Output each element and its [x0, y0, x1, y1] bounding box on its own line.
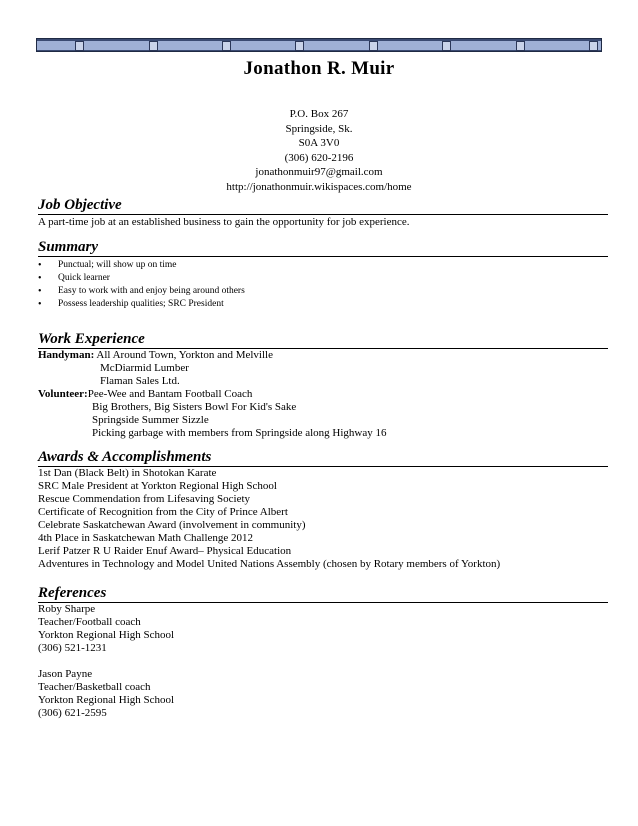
band-square: [589, 41, 598, 51]
awards-section: [38, 448, 608, 571]
resume-name: Jonathon R. Muir: [243, 58, 395, 79]
work-experience-section: [38, 330, 608, 440]
volunteer-job: Springside Summer Sizzle: [92, 414, 209, 426]
list-item: • Possess leadership qualities; SRC President: [38, 298, 608, 311]
award-item: SRC Male President at Yorkton Regional High School: [38, 480, 277, 492]
section-heading: Awards & Accomplishments: [38, 448, 608, 467]
reference-phone: (306) 621-2595: [38, 707, 107, 719]
handyman-label: Handyman:: [38, 349, 95, 361]
reference-school: Yorkton Regional High School: [38, 629, 175, 641]
reference-phone: (306) 521-1231: [38, 642, 107, 654]
contact-po-box: P.O. Box 267: [289, 108, 349, 120]
award-item: 4th Place in Saskatchewan Math Challenge 2012: [38, 532, 254, 544]
section-heading: References: [38, 584, 608, 603]
band-square: [149, 41, 158, 51]
section-heading: Work Experience: [38, 330, 608, 349]
list-item: • Punctual; will show up on time: [38, 259, 608, 272]
band-square: [222, 41, 231, 51]
contact-city: Springside, Sk.: [285, 122, 353, 135]
award-item: 1st Dan (Black Belt) in Shotokan Karate: [38, 467, 217, 479]
reference-name: Jason Payne: [38, 668, 93, 680]
reference-name: Roby Sharpe: [38, 603, 96, 615]
band-square: [75, 41, 84, 51]
reference-school: Yorkton Regional High School: [38, 694, 175, 706]
reference-entry: [38, 603, 608, 655]
references-section: [38, 584, 608, 720]
band-square: [516, 41, 525, 51]
objective-text: A part-time job at an established business to gain the opportunity for job experience.: [38, 216, 410, 228]
volunteer-label: Volunteer:: [38, 388, 88, 400]
volunteer-job: Big Brothers, Big Sisters Bowl For Kid's Sake: [92, 401, 297, 413]
volunteer-job: Pee-Wee and Bantam Football Coach: [87, 388, 253, 400]
contact-website[interactable]: http://jonathonmuir.wikispaces.com/home: [226, 180, 412, 193]
reference-spacer: [38, 655, 608, 668]
reference-title: Teacher/Football coach: [38, 616, 141, 628]
list-item: • Easy to work with and enjoy being around others: [38, 285, 608, 298]
contact-phone: (306) 620-2196: [284, 151, 354, 164]
contact-block: [0, 107, 638, 194]
volunteer-line: [38, 388, 608, 401]
handyman-job: Flaman Sales Ltd.: [100, 375, 180, 387]
section-heading: Job Objective: [38, 196, 608, 215]
band-square: [369, 41, 378, 51]
list-item: • Quick learner: [38, 272, 608, 285]
award-item: Rescue Commendation from Lifesaving Society: [38, 493, 251, 505]
reference-entry: [38, 668, 608, 720]
award-item: Adventures in Technology and Model United Nations Assembly (chosen by Rotary members of Yorkton): [38, 558, 501, 570]
summary-list: [38, 259, 608, 311]
handyman-line: [38, 349, 608, 362]
job-objective-section: [38, 196, 608, 229]
reference-title: Teacher/Basketball coach: [38, 681, 151, 693]
handyman-job: All Around Town, Yorkton and Melville: [96, 349, 273, 361]
handyman-job: McDiarmid Lumber: [100, 362, 189, 374]
header-decorative-band: [36, 38, 602, 52]
summary-section: [38, 238, 608, 311]
contact-email[interactable]: jonathonmuir97@gmail.com: [255, 166, 383, 178]
award-item: Certificate of Recognition from the City of Prince Albert: [38, 506, 288, 518]
award-item: Celebrate Saskatchewan Award (involvement in community): [38, 519, 306, 531]
volunteer-job: Picking garbage with members from Springside along Highway 16: [92, 427, 387, 439]
band-square: [295, 41, 304, 51]
section-heading: Summary: [38, 238, 608, 257]
award-item: Lerif Patzer R U Raider Enuf Award– Physical Education: [38, 545, 292, 557]
contact-postal-code: S0A 3V0: [298, 137, 340, 149]
band-square: [442, 41, 451, 51]
